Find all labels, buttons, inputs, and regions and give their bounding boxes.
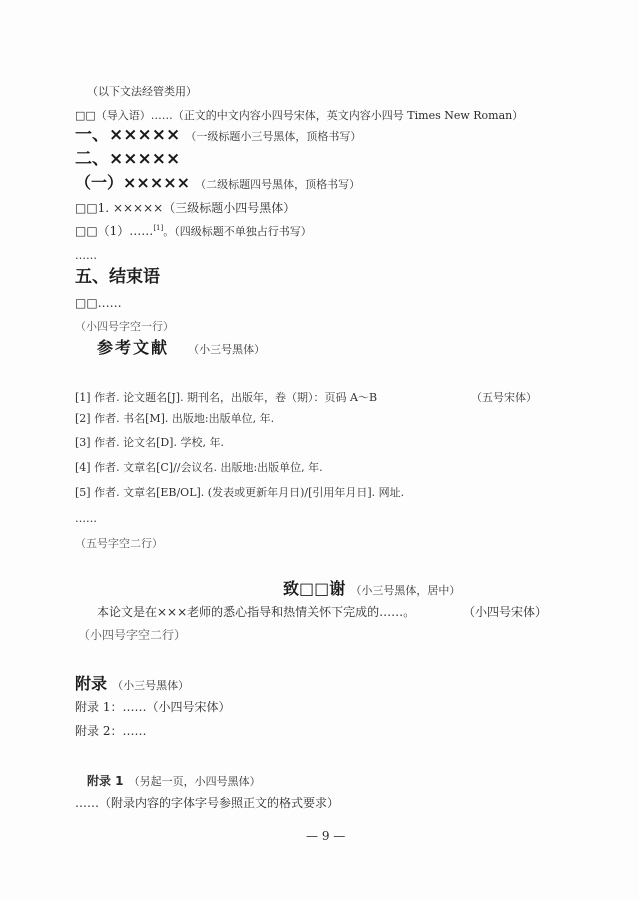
reference-font-note: （五号宋体）: [471, 391, 537, 404]
appendix-heading: 附录: [75, 674, 108, 693]
heading-4-main: □□（1）……: [75, 224, 154, 238]
heading-2-row: [75, 175, 360, 191]
heading-1a-note: （一级标题小三号黑体，顶格书写）: [185, 130, 362, 143]
reference-item: [4] 作者. 文章名[C]//会议名. 出版地:出版单位, 年.: [75, 461, 323, 474]
appendix-1-heading-row: [87, 772, 261, 788]
heading-2: （一）×××××: [75, 173, 191, 192]
appendix-1-body: ……（附录内容的字体字号参照正文的格式要求）: [75, 796, 340, 810]
ellipsis-2: ……: [75, 512, 97, 525]
appendix-list-item: 附录 2：……: [75, 724, 147, 738]
reference-item: [1] 作者. 论文题名[J]. 期刊名，出版年，卷（期）：页码 A～B: [75, 391, 378, 404]
heading-2-note: （二级标题四号黑体，顶格书写）: [195, 178, 361, 191]
spacing-note-1: （小四号字空一行）: [75, 320, 174, 333]
heading-1a-row: [75, 127, 361, 144]
page-number: — 9 —: [306, 829, 346, 843]
heading-3: □□1. ×××××（三级标题小四号黑体）: [75, 201, 296, 215]
heading-5: 五、结束语: [75, 267, 160, 287]
spacing-note-2: （五号字空二行）: [75, 537, 163, 550]
appendix-1-heading-note: （另起一页，小四号黑体）: [128, 775, 261, 788]
lead-line: □□（导入语）……（正文的中文内容小四号宋体，英文内容小四号 Times New Roman）: [75, 109, 524, 122]
acknowledgement-heading-note: （小三号黑体，居中）: [350, 584, 461, 597]
heading-4-rest: 。（四级标题不单独占行书写）: [163, 225, 312, 238]
intro-note: （以下文法经管类用）: [87, 85, 197, 98]
reference-item: [5] 作者. 文章名[EB/OL]. (发表或更新年月日)/[引用年月日]. 网址.: [75, 486, 405, 499]
citation-superscript: [1]: [153, 224, 164, 232]
heading-4-row: [75, 225, 312, 237]
appendix-1-heading: 附录 1: [87, 774, 124, 788]
heading-1b: 二、×××××: [75, 149, 181, 169]
spacing-note-3: （小四号字空二行）: [78, 628, 187, 642]
acknowledgement-body: 本论文是在×××老师的悉心指导和热情关怀下完成的……。: [97, 605, 416, 619]
acknowledgement-heading: 致□□谢: [283, 579, 346, 598]
heading-1a: 一、×××××: [75, 125, 181, 145]
references-heading-row: [97, 340, 265, 356]
acknowledgement-body-note: （小四号宋体）: [463, 605, 548, 619]
appendix-heading-row: [75, 676, 189, 692]
references-heading: 参考文献: [97, 338, 170, 357]
appendix-list-item: 附录 1：……（小四号宋体）: [75, 700, 231, 714]
conclusion-body: □□……: [75, 296, 122, 310]
ellipsis-1: ……: [75, 249, 97, 262]
appendix-heading-note: （小三号黑体）: [112, 679, 190, 692]
reference-item: [3] 作者. 论文名[D]. 学校, 年.: [75, 436, 224, 449]
acknowledgement-heading-row: [283, 581, 460, 597]
references-heading-note: （小三号黑体）: [188, 343, 266, 356]
reference-item: [2] 作者. 书名[M]. 出版地:出版单位, 年.: [75, 412, 275, 425]
